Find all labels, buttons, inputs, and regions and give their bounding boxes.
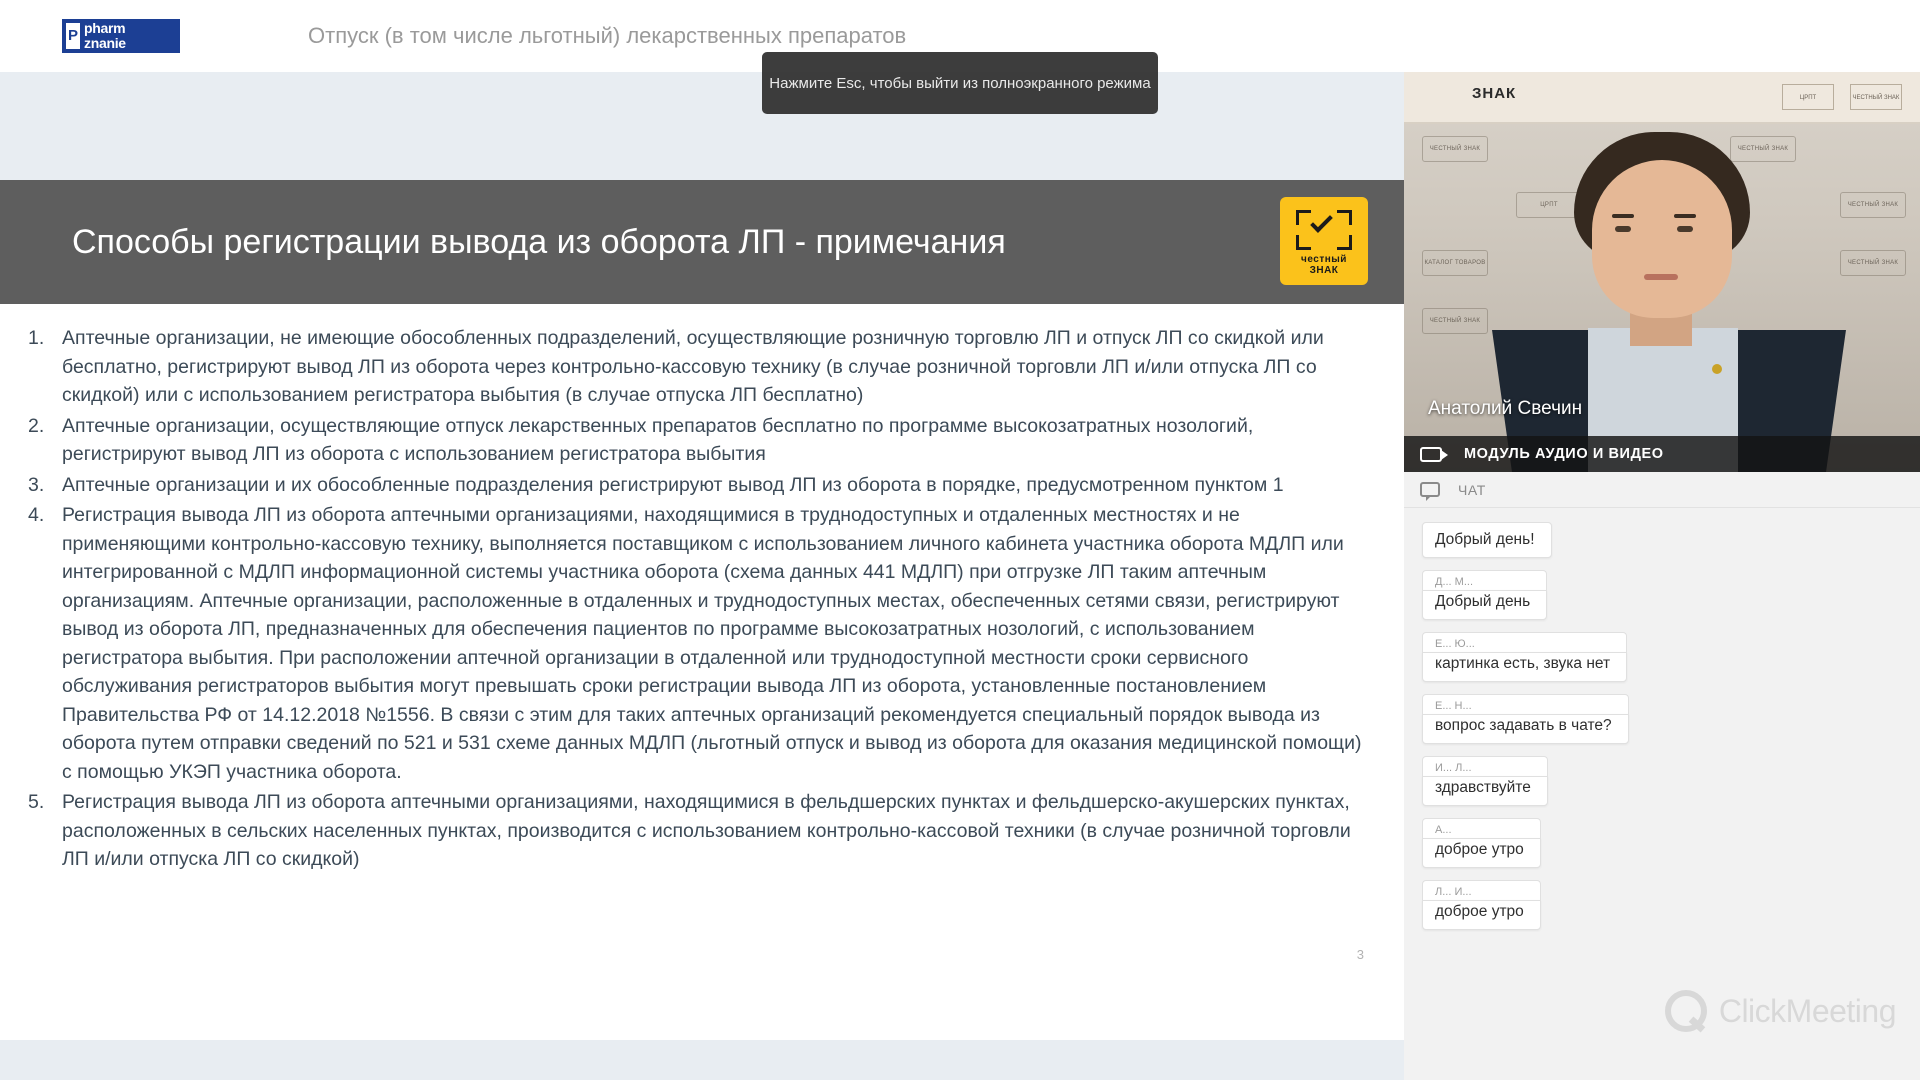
- chat-message-text: доброе утро: [1422, 900, 1541, 930]
- list-item: [1422, 632, 1627, 682]
- backdrop-banner-title: ЗНАК: [1472, 85, 1517, 102]
- chat-message-author: Е... Ю...: [1422, 632, 1627, 652]
- chestny-znak-badge-icon: [1280, 197, 1368, 285]
- chat-message-text: здравствуйте: [1422, 776, 1548, 806]
- clickmeeting-watermark: [1665, 990, 1896, 1032]
- backdrop-banner: [1404, 72, 1920, 124]
- chat-message-author: Л... И...: [1422, 880, 1541, 900]
- camera-icon: [1420, 447, 1442, 462]
- list-item: Аптечные организации и их обособленные подразделения регистрируют вывод ЛП из оборота в порядке, предусмотренном пунктом 1: [62, 473, 1284, 496]
- badge-line-2: ЗНАК: [1309, 265, 1339, 276]
- backdrop-tile: ЦРПТ: [1516, 192, 1582, 218]
- pharmznanie-logo[interactable]: [62, 19, 180, 53]
- chat-message-author: Д... М...: [1422, 570, 1547, 590]
- list-item: Регистрация вывода ЛП из оборота аптечными организациями, находящимися в труднодоступных и отдаленных местностях и не применяющими контрольно-кассовую технику, выполняется поставщиком с использованием личного кабинета участника оборота МДЛП или интегрированной с МДЛП информационной системы участника оборота (схема данных 441 МДЛП) при отгрузке ЛП таким аптечным организациям. Аптечные организации, расположенные в отдаленных и труднодоступных местах, обеспеченных сетями связи, регистрируют вывод из оборота ЛП, предназначенных для обеспечения пациентов по программе высокозатратных нозологий, с использованием регистратора выбытия. При расположении аптечной организации в отдаленной или труднодоступной местности сроки сервисного обслуживания регистраторов выбытия могут превышать сроки регистрации вывода ЛП из оборота, установленные постановлением Правительства РФ от 14.12.2018 №1556. В связи с этим для таких аптечных организаций рекомендуется специальный порядок вывода из оборота путем отправки сведений по 521 и 531 схеме данных МДЛП (льготный отпуск и вывод из оборота для оказания медицинской помощи) с помощью УКЭП участника оборота.: [62, 504, 1362, 783]
- speaker-video-figure: [1516, 132, 1812, 472]
- list-item: Аптечные организации, не имеющие обособленных подразделений, осуществляющие розничную торговлю ЛП и отпуск ЛП со скидкой или бесплатно, регистрируют вывод ЛП из оборота через контрольно-кассовую технику (в случае розничной торговли ЛП и/или отпуска ЛП со скидкой) или с использованием регистратора выбытия (в случае отпуска ЛП бесплатно): [62, 327, 1324, 406]
- backdrop-tile: ЧЕСТНЫЙ ЗНАК: [1840, 192, 1906, 218]
- backdrop-banner-tile: ЧЕСТНЫЙ ЗНАК: [1850, 84, 1902, 110]
- chat-message-text: Добрый день!: [1422, 522, 1552, 558]
- backdrop-tile: КАТАЛОГ ТОВАРОВ: [1422, 250, 1488, 276]
- slide-header: [0, 180, 1404, 304]
- backdrop-banner-tile: ЦРПТ: [1782, 84, 1834, 110]
- fullscreen-exit-toast-text: Нажмите Esc, чтобы выйти из полноэкранного режима: [769, 74, 1151, 92]
- list-item: [1422, 694, 1629, 744]
- chat-message-list[interactable]: [1404, 508, 1920, 942]
- backdrop-tile: ЧЕСТНЫЙ ЗНАК: [1422, 308, 1488, 334]
- slide-title: Способы регистрации вывода из оборота ЛП - примечания: [72, 222, 1006, 261]
- clickmeeting-label: ClickMeeting: [1718, 992, 1896, 1029]
- slide-body: [0, 304, 1404, 874]
- chat-message-author: А...: [1422, 818, 1541, 838]
- chat-message-author: И... Л...: [1422, 756, 1548, 776]
- logo-line-2: znanie: [84, 35, 126, 51]
- chat-bubble-icon: [1420, 482, 1440, 497]
- logo-line-1: pharm: [84, 20, 126, 36]
- presentation-stage[interactable]: [0, 72, 1404, 1080]
- chat-message-text: картинка есть, звука нет: [1422, 652, 1627, 682]
- logo-mark: P: [66, 23, 80, 49]
- chat-header[interactable]: [1404, 472, 1920, 508]
- list-item: [1422, 880, 1541, 930]
- slide: [0, 180, 1404, 1040]
- clickmeeting-icon: [1665, 990, 1707, 1032]
- list-item: [1422, 756, 1548, 806]
- chat-message-author: Е... Н...: [1422, 694, 1629, 714]
- chat-title: ЧАТ: [1458, 481, 1486, 498]
- list-item: [1422, 570, 1547, 620]
- chat-panel[interactable]: [1404, 472, 1920, 1080]
- right-panel: [1404, 72, 1920, 1080]
- chat-message-text: доброе утро: [1422, 838, 1541, 868]
- webinar-title: Отпуск (в том числе льготный) лекарственных препаратов: [308, 23, 907, 48]
- chat-message-text: Добрый день: [1422, 590, 1547, 620]
- list-item: Регистрация вывода ЛП из оборота аптечными организациями, находящимися в фельдшерских пунктах и фельдшерско-акушерских пунктах, расположенных в сельских населенных пунктах, производится с использованием контрольно-кассовой техники (в случае розничной торговли ЛП и/или отпуска ЛП со скидкой): [62, 791, 1351, 870]
- backdrop-tile: ЧЕСТНЫЙ ЗНАК: [1422, 136, 1488, 162]
- list-item: Аптечные организации, осуществляющие отпуск лекарственных препаратов бесплатно по программе высокозатратных нозологий, регистрируют вывод ЛП из оборота с использованием регистратора выбытия: [62, 414, 1254, 465]
- video-panel[interactable]: [1404, 72, 1920, 472]
- slide-page-number: 3: [1356, 947, 1364, 962]
- backdrop-tile: ЧЕСТНЫЙ ЗНАК: [1840, 250, 1906, 276]
- slide-points-list: [18, 324, 1374, 874]
- audio-video-module-bar[interactable]: [1404, 436, 1920, 472]
- backdrop-tile: ЧЕСТНЫЙ ЗНАК: [1730, 136, 1796, 162]
- list-item: [1422, 818, 1541, 868]
- fullscreen-exit-toast: [762, 52, 1158, 114]
- speaker-name: Анатолий Свечин: [1428, 398, 1583, 419]
- list-item: [1422, 522, 1552, 558]
- badge-line-1: честный: [1301, 254, 1347, 265]
- audio-video-module-label: МОДУЛЬ АУДИО И ВИДЕО: [1464, 446, 1664, 462]
- chat-message-text: вопрос задавать в чате?: [1422, 714, 1629, 744]
